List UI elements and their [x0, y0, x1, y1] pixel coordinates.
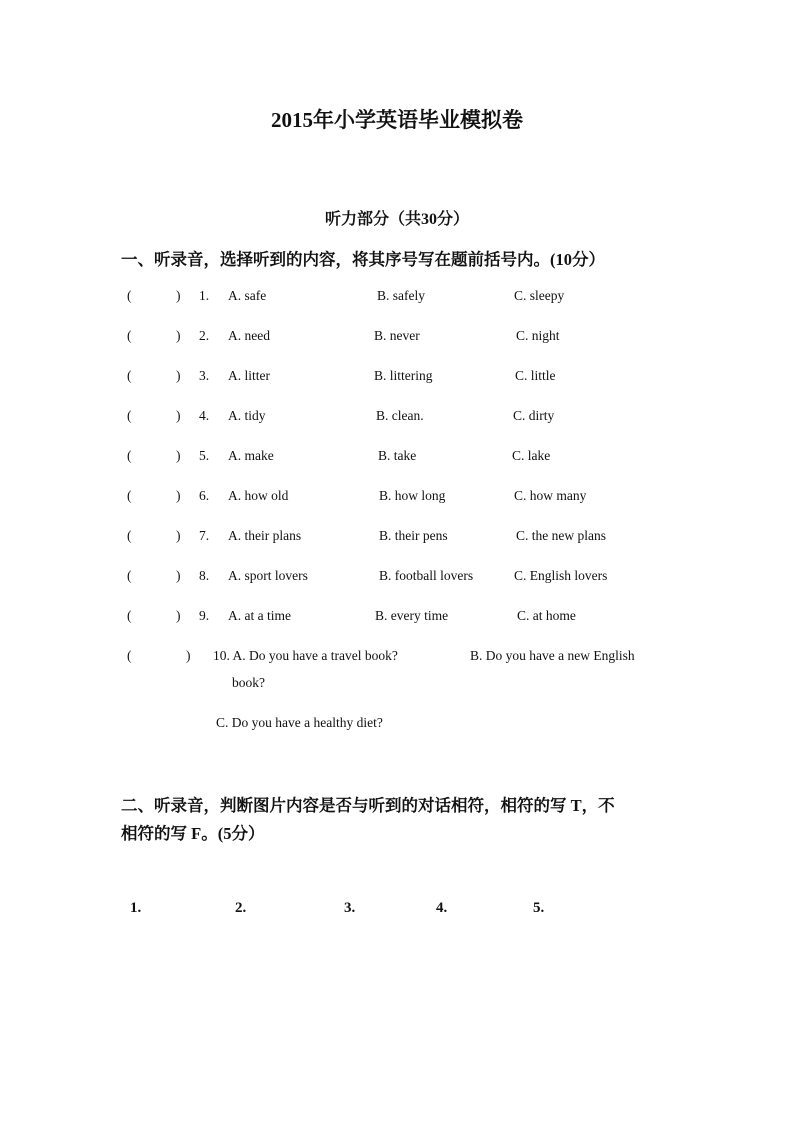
q8-option-c: C. English lovers — [514, 568, 608, 583]
q5-open-paren: ( — [127, 448, 132, 463]
q4-question-number: 4. — [199, 408, 210, 423]
q2-option-c: C. night — [516, 328, 560, 343]
q9-option-a: A. at a time — [228, 608, 291, 623]
q1-option-c: C. sleepy — [514, 288, 565, 303]
q10-option-b-cont: book? — [232, 675, 265, 690]
q3-open-paren: ( — [127, 368, 132, 383]
q7-option-a: A. their plans — [228, 528, 302, 543]
q9-option-c: C. at home — [517, 608, 576, 623]
picture-item-1: 1. — [130, 900, 142, 916]
q6-option-a: A. how old — [228, 488, 289, 503]
q5-question-number: 5. — [199, 448, 210, 463]
q3-option-a: A. litter — [228, 368, 270, 383]
q5-option-a: A. make — [228, 448, 274, 463]
q3-question-number: 3. — [199, 368, 210, 383]
q7-question-number: 7. — [199, 528, 210, 543]
q9-open-paren: ( — [127, 608, 132, 623]
q6-close-paren: ) — [176, 488, 181, 503]
q8-option-b: B. football lovers — [379, 568, 474, 583]
q3-close-paren: ) — [176, 368, 181, 383]
q10-close-paren: ) — [186, 648, 191, 663]
q6-question-number: 6. — [199, 488, 210, 503]
section-2-heading-line1: 二、听录音，判断图片内容是否与听到的对话相符，相符的写 T，不 — [121, 796, 615, 815]
q9-close-paren: ) — [176, 608, 181, 623]
exam-title: 2015年小学英语毕业模拟卷 — [271, 108, 523, 132]
q1-open-paren: ( — [127, 288, 132, 303]
q10-option-a: 10. A. Do you have a travel book? — [213, 648, 398, 663]
q4-option-a: A. tidy — [228, 408, 266, 423]
q2-option-b: B. never — [374, 328, 420, 343]
picture-item-2: 2. — [235, 900, 247, 916]
q8-close-paren: ) — [176, 568, 181, 583]
q4-close-paren: ) — [176, 408, 181, 423]
q5-close-paren: ) — [176, 448, 181, 463]
q7-open-paren: ( — [127, 528, 132, 543]
q2-option-a: A. need — [228, 328, 270, 343]
q8-option-a: A. sport lovers — [228, 568, 308, 583]
picture-item-4: 4. — [436, 900, 448, 916]
q6-open-paren: ( — [127, 488, 132, 503]
q10-option-c: C. Do you have a healthy diet? — [216, 715, 383, 730]
q3-option-c: C. little — [515, 368, 556, 383]
q4-open-paren: ( — [127, 408, 132, 423]
q9-question-number: 9. — [199, 608, 210, 623]
picture-item-3: 3. — [344, 900, 356, 916]
q1-option-b: B. safely — [377, 288, 425, 303]
q1-question-number: 1. — [199, 288, 210, 303]
q7-close-paren: ) — [176, 528, 181, 543]
q5-option-b: B. take — [378, 448, 417, 463]
q6-option-b: B. how long — [379, 488, 446, 503]
q7-option-b: B. their pens — [379, 528, 448, 543]
q10-option-b: B. Do you have a new English — [470, 648, 635, 663]
q1-close-paren: ) — [176, 288, 181, 303]
q7-option-c: C. the new plans — [516, 528, 606, 543]
section-2-heading-line2: 相符的写 F。(5分） — [121, 824, 265, 843]
q6-option-c: C. how many — [514, 488, 587, 503]
q4-option-c: C. dirty — [513, 408, 555, 423]
q5-option-c: C. lake — [512, 448, 551, 463]
q8-question-number: 8. — [199, 568, 210, 583]
q10-open-paren: ( — [127, 648, 132, 663]
q2-question-number: 2. — [199, 328, 210, 343]
q9-option-b: B. every time — [375, 608, 449, 623]
q3-option-b: B. littering — [374, 368, 433, 383]
q4-option-b: B. clean. — [376, 408, 424, 423]
q2-open-paren: ( — [127, 328, 132, 343]
section-1-heading: 一、听录音，选择听到的内容，将其序号写在题前括号内。(10分） — [121, 250, 605, 269]
q2-close-paren: ) — [176, 328, 181, 343]
picture-item-5: 5. — [533, 900, 545, 916]
listening-section-title: 听力部分（共30分） — [324, 211, 469, 228]
q1-option-a: A. safe — [228, 288, 267, 303]
q8-open-paren: ( — [127, 568, 132, 583]
